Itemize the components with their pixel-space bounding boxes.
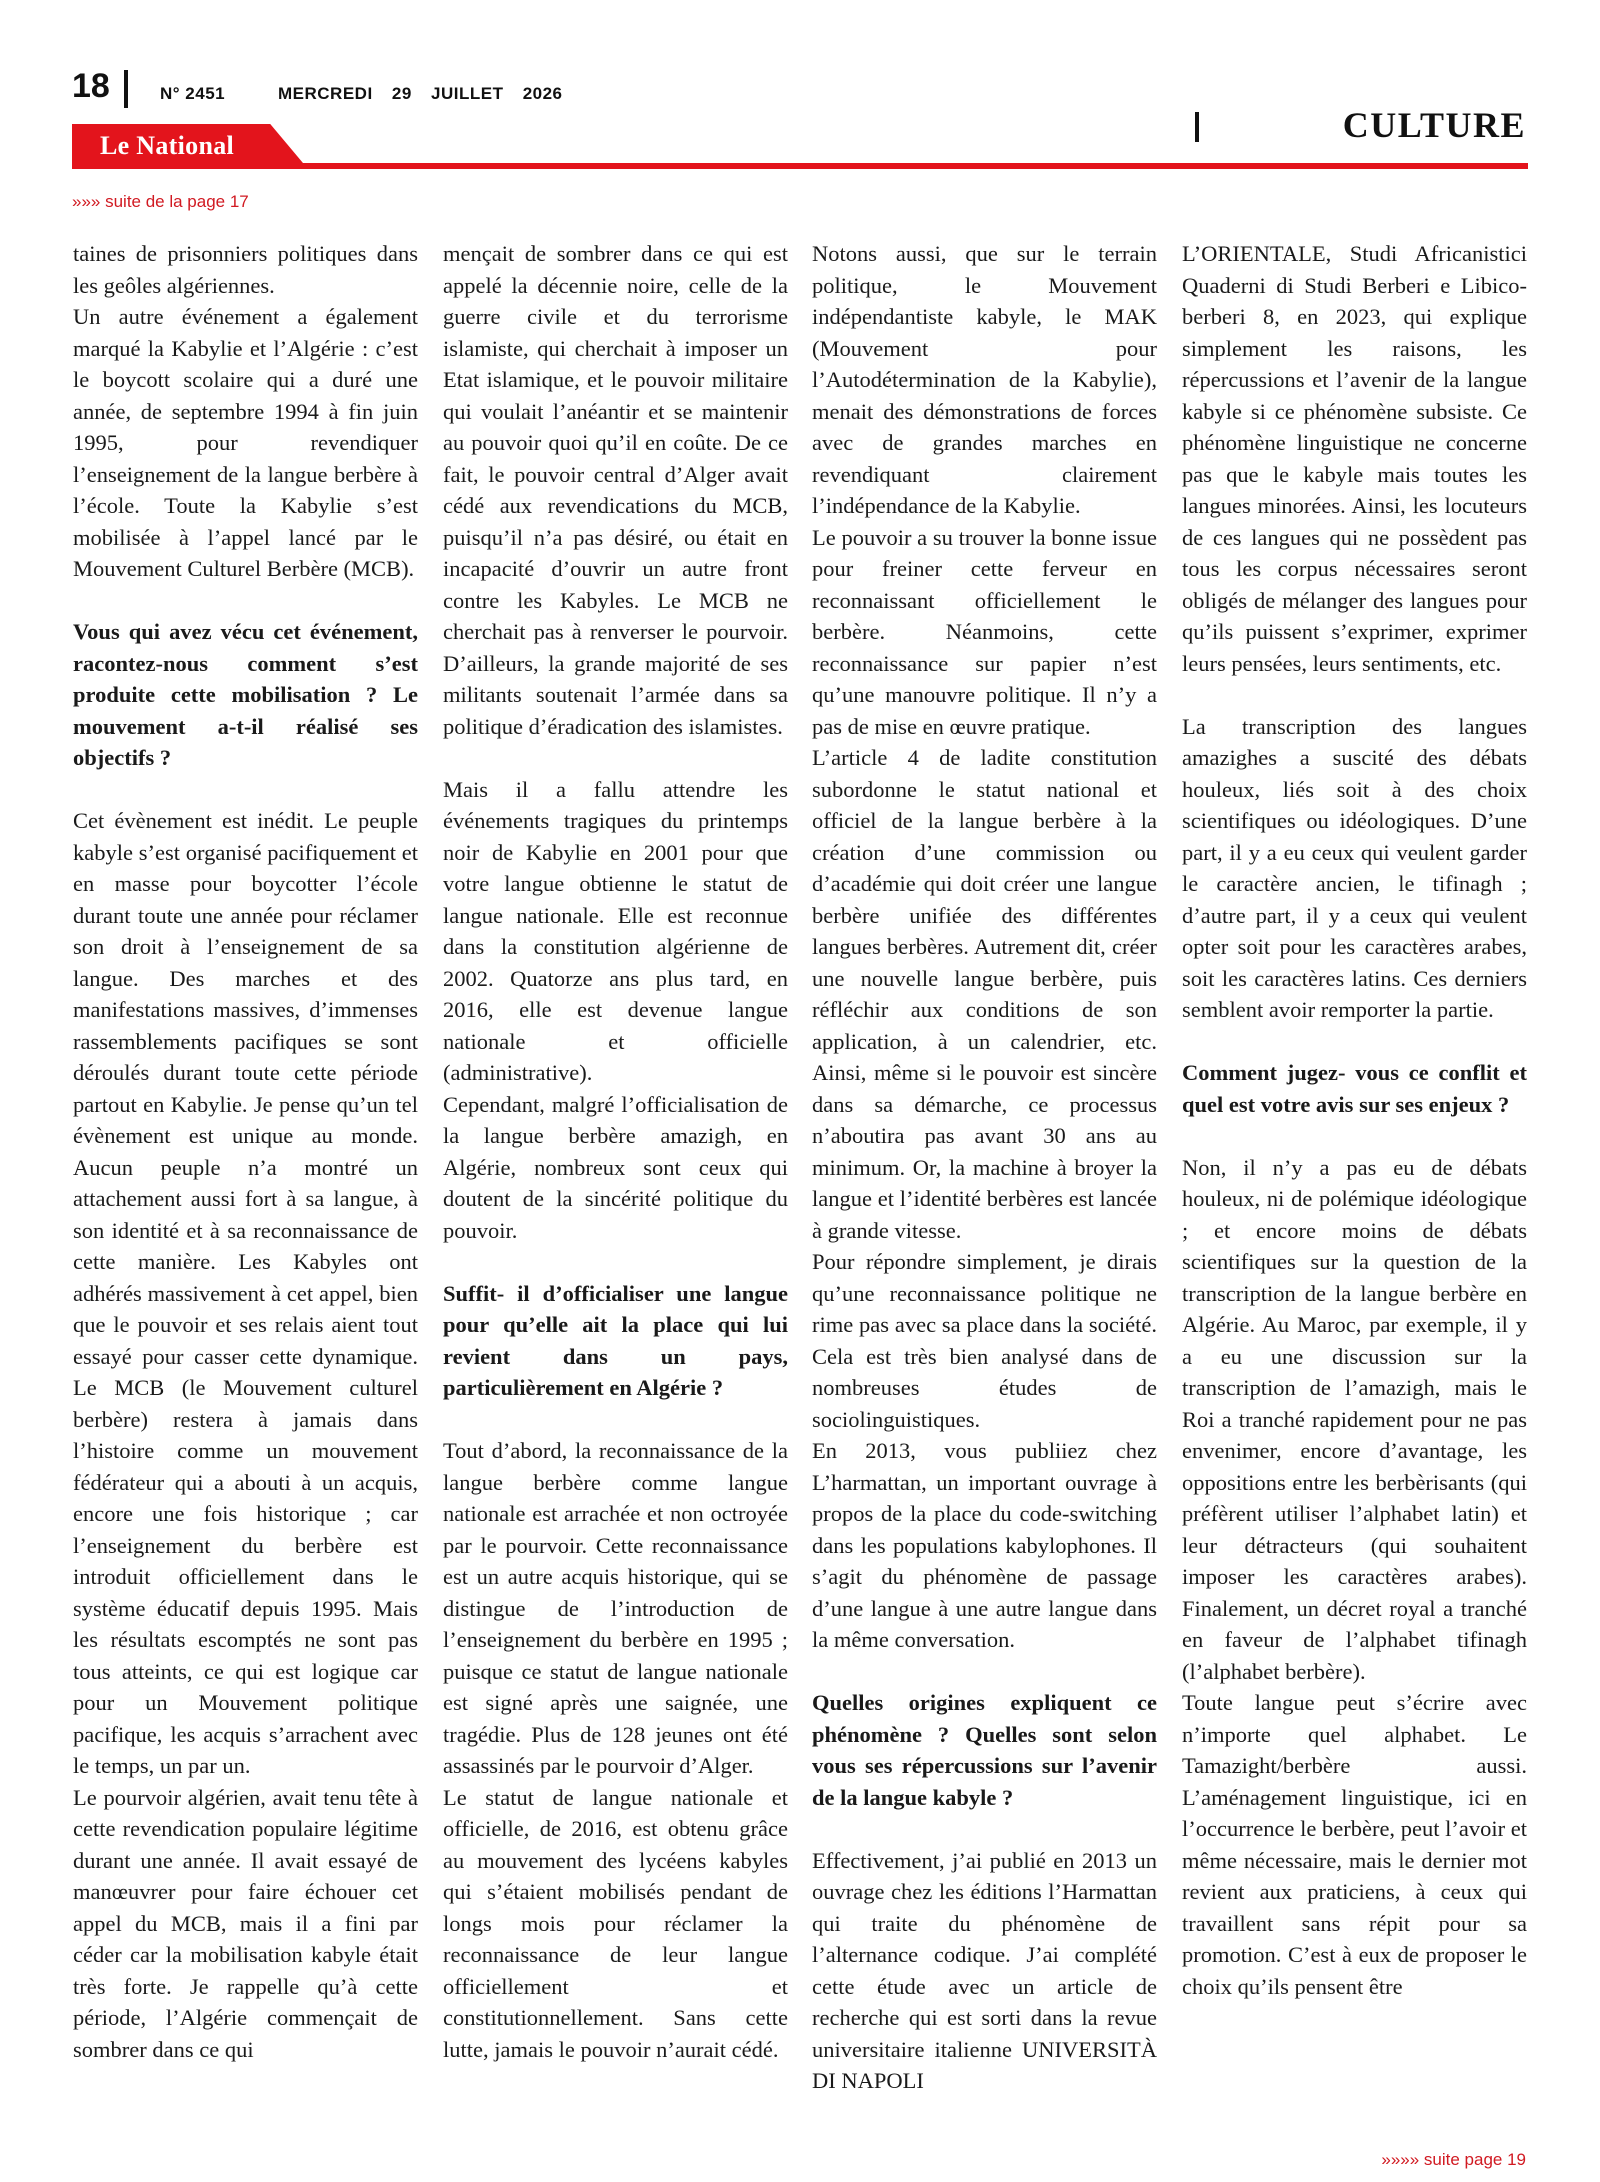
interview-question: Quelles origines expliquent ce phénomène ? Quelles sont selon vous ses répercussions sur l’avenir de la langue kabyle ? — [812, 1690, 1157, 1810]
article-paragraph: Un autre événement a également marqué la Kabylie et l’Algérie : c’est le boycott scolaire qui a duré une année, de septembre 1994 à fin juin 1995, pour revendiquer l’enseignement de la langue berbère à l’école. Toute la Kabylie s’est mobilisée à l’appel lancé par le Mouvement Culturel Berbère (MCB). — [73, 304, 418, 581]
article-paragraph: Effectivement, j’ai publié en 2013 un ouvrage chez les éditions l’Harmattan qui traite du phénomène de l’alternance codique. J’ai complété cette étude avec un article de recherche qui est sorti dans la revue universitaire italienne UNIVERSITÀ DI NAPOLI — [812, 1847, 1157, 2093]
article-paragraph: La transcription des langues amazighes a suscité des débats houleux, liés soit à des choix scientifiques ou idéologiques. D’une part, il y a eu ceux qui veulent garder le caractère ancien, le tifinagh ; d’autre part, il y a ceux qui veulent opter soit pour les caractères arabes, soit les caractères latins. Ces derniers semblent avoir remporter la partie. — [1182, 713, 1527, 1022]
article-column-3 — [812, 238, 1157, 2097]
article-paragraph: L’article 4 de ladite constitution subordonne le statut national et officiel de la langue berbère à la création d’une commission ou d’académie qui doit créer une langue berbère unifiée des différentes langues berbères. Autrement dit, créer une nouvelle langue berbère, puis réfléchir aux conditions de son application, à un calendrier, etc. Ainsi, même si le pouvoir est sincère dans sa démarche, ce processus n’aboutira pas avant 30 ans au minimum. Or, la machine à broyer la langue et l’identité berbères est lancée à grande vitesse. — [812, 745, 1157, 1243]
article-paragraph: Pour répondre simplement, je dirais qu’une reconnaissance politique ne rime pas avec sa place dans la société. Cela est très bien analysé dans de nombreuses études de sociolinguistiques. — [812, 1249, 1157, 1432]
article-paragraph: Cet évènement est inédit. Le peuple kabyle s’est organisé pacifiquement et en masse pour boycotter l’école durant toute une année pour réclamer son droit à l’enseignement de sa langue. Des marches et des manifestations massives, d’immenses rassemblements pacifiques se sont déroulés durant toute cette période partout en Kabylie. Je pense qu’un tel évènement est unique au monde. Aucun peuple n’a montré un attachement aussi fort à sa langue, à son identité et à sa reconnaissance de cette manière. Les Kabyles ont adhérés massivement à cet appel, bien que le pouvoir et ses relais aient tout essayé pour casser cette dynamique. Le MCB (le Mouvement culturel berbère) restera à jamais dans l’histoire comme un mouvement fédérateur qui a abouti à un acquis, encore une fois historique ; car l’enseignement du berbère est introduit officiellement dans le système éducatif depuis 1995. Mais les résultats escomptés ne sont pas tous atteints, ce qui est logique car pour un Mouvement politique pacifique, les acquis s’arrachent avec le temps, un par un. — [73, 808, 418, 1778]
article-paragraph: En 2013, vous publiiez chez L’harmattan, un important ouvrage à propos de la place du code-switching dans les populations kabylophones. Il s’agit du phénomène de passage d’une langue à une autre langue dans la même conversation. — [812, 1438, 1157, 1652]
article-paragraph: Le statut de langue nationale et officielle, de 2016, est obtenu grâce au mouvement des lycéens kabyles qui s’étaient mobilisés pendant de longs mois pour réclamer la reconnaissance de leur langue officiellement et constitutionnellement. Sans cette lutte, jamais le pouvoir n’aurait cédé. — [443, 1784, 788, 2062]
article-column-2 — [443, 238, 788, 2065]
section-divider — [1195, 112, 1199, 142]
article-paragraph: Notons aussi, que sur le terrain politique, le Mouvement indépendantiste kabyle, le MAK (Mouvement pour l’Autodétermination de la Kabylie), menait des démonstrations de forces avec de grandes marches en revendiquant clairement l’indépendance de la Kabylie. — [812, 241, 1157, 518]
continued-from-link[interactable]: »»» suite de la page 17 — [72, 192, 249, 211]
article-paragraph: Non, il n’y a pas eu de débats houleux, ni de polémique idéologique ; et encore moins de débats scientifiques sur la question de la transcription de la langue berbère en Algérie. Au Maroc, par exemple, il y a eu une discussion sur la transcription de l’amazigh, mais le Roi a tranché rapidement pour ne pas envenimer, encore d’avantage, les oppositions entre les berbèrisants (qui préfèrent utiliser l’alphabet latin) et leur détracteurs (qui souhaitent imposer les caractères arabes). Finalement, un décret royal a tranché en faveur de l’alphabet tifinagh (l’alphabet berbère). — [1182, 1154, 1527, 1684]
section-title: CULTURE — [1342, 105, 1526, 145]
article-paragraph: Mais il a fallu attendre les événements tragiques du printemps noir de Kabylie en 2001 pour que votre langue obtienne le statut de langue nationale. Elle est reconnue dans la constitution algérienne de 2002. Quatorze ans plus tard, en 2016, elle est devenue langue nationale et officielle (administrative). — [443, 776, 788, 1085]
issue-number: N° 2451 — [160, 84, 226, 103]
page-number: 18 — [72, 67, 110, 105]
issue-date: MERCREDI 29 JUILLET 2026 — [278, 84, 563, 103]
article-paragraph: Tout d’abord, la reconnaissance de la langue berbère comme langue nationale est arrachée et non octroyée par le pourvoir. Cette reconnaissance est un autre acquis historique, qui se distingue de l’introduction de l’enseignement du berbère en 1995 ; puisque ce statut de langue nationale est signé après une saignée, une tragédie. Plus de 128 jeunes ont été assassinés par le pourvoir d’Alger. — [443, 1438, 788, 1778]
article-paragraph: taines de prisonniers politiques dans les geôles algériennes. — [73, 241, 418, 298]
article-paragraph: Le pouvoir a su trouver la bonne issue pour freiner cette ferveur en reconnaissant officiellement le berbère. Néanmoins, cette reconnaissance sur papier n’est qu’une manouvre politique. Il n’y a pas de mise en œuvre pratique. — [812, 524, 1157, 739]
interview-question: Comment jugez- vous ce conflit et quel est votre avis sur ses enjeux ? — [1182, 1060, 1527, 1117]
interview-question: Vous qui avez vécu cet événement, racontez-nous comment s’est produite cette mobilisation ? Le mouvement a-t-il réalisé ses objectifs ? — [73, 619, 418, 770]
article-column-4 — [1182, 238, 1527, 2002]
publication-logo: Le National — [100, 131, 235, 160]
continued-to-link[interactable]: »»»» suite page 19 — [1381, 2150, 1526, 2169]
article-paragraph: L’ORIENTALE, Studi Africanistici Quaderni di Studi Berberi e Libico-berberi 8, en 2023, qui explique simplement les raisons, les répercussions et l’avenir de la langue kabyle si ce phénomène subsiste. Ce phénomène linguistique ne concerne pas que le kabyle mais toutes les langues minorées. Ainsi, les locuteurs de ces langues qui ne possèdent pas tous les corpus nécessaires seront obligés de mélanger des langues pour qu’ils puissent s’exprimer, exprimer leurs pensées, leurs sentiments, etc. — [1182, 241, 1527, 676]
article-paragraph: Le pourvoir algérien, avait tenu tête à cette revendication populaire légitime durant une année. Il avait essayé de manœuvrer pour faire échouer cet appel du MCB, mais il a fini par céder car la mobilisation kabyle était très forte. Je rappelle qu’à cette période, l’Algérie commençait de sombrer dans ce qui — [73, 1784, 418, 2062]
page-number-divider — [124, 70, 128, 108]
interview-question: Suffit- il d’officialiser une langue pour qu’elle ait la place qui lui revient dans un pays, particulièrement en Algérie ? — [443, 1280, 788, 1400]
article-paragraph: mençait de sombrer dans ce qui est appelé la décennie noire, celle de la guerre civile et du terrorisme islamiste, qui cherchait à imposer un Etat islamique, et le pouvoir militaire qui voulait l’anéantir et se maintenir au pouvoir quoi qu’il en coûte. De ce fait, le pouvoir central d’Alger avait cédé aux revendications du MCB, puisqu’il n’a pas désiré, ou était en incapacité d’ouvrir un autre front contre les Kabyles. Le MCB ne cherchait pas à renverser le pourvoir. D’ailleurs, la grande majorité de ses militants soutenait l’armée dans sa politique d’éradication des islamistes. — [443, 241, 788, 739]
article-paragraph: Toute langue peut s’écrire avec n’importe quel alphabet. Le Tamazight/berbère aussi. L’aménagement linguistique, ici en l’occurrence le berbère, peut l’avoir et même nécessaire, mais le dernier mot revient aux praticiens, à ceux qui travaillent sans répit pour sa promotion. C’est à eux de proposer le choix qu’ils pensent être — [1182, 1690, 1527, 1999]
article-column-1 — [73, 238, 418, 2065]
article-paragraph: Cependant, malgré l’officialisation de la langue berbère amazigh, en Algérie, nombreux sont ceux qui doutent de la sincérité politique du pouvoir. — [443, 1091, 788, 1243]
